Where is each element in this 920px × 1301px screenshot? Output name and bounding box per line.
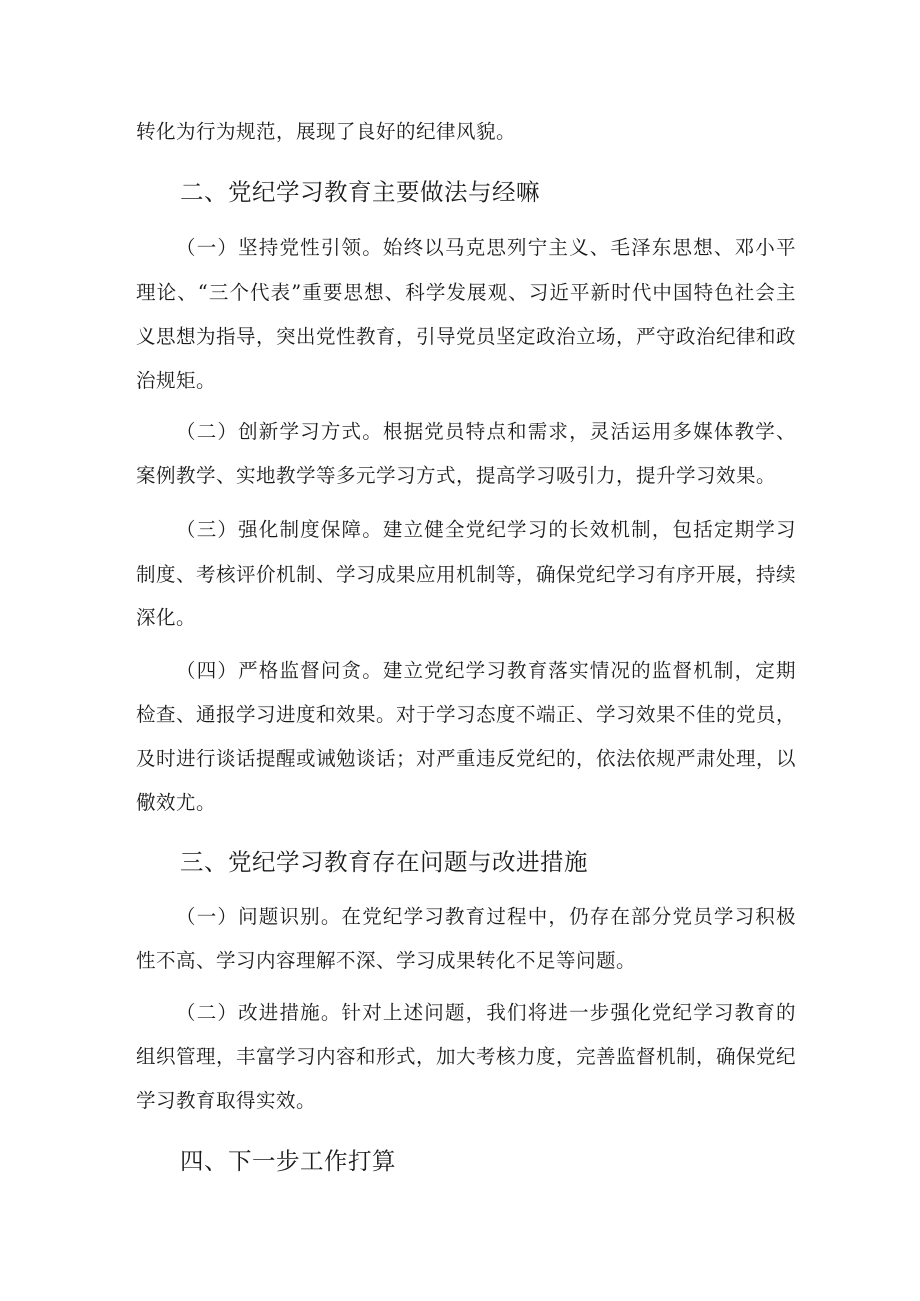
intro-line: 转化为行为规范，展现了良好的纪律风貌。 [136, 120, 517, 143]
section-2-heading: 二、党纪学习教育主要做法与经嘛 [180, 178, 540, 206]
paragraph-line: 检查、通报学习进度和效果。对于学习态度不端正、学习效果不佳的党员， [136, 703, 797, 726]
paragraph-line: 儆效尤。 [136, 791, 217, 814]
paragraph-line: （二）改进措施。针对上述问题，我们将进一步强化党纪学习教育的 [176, 1001, 796, 1024]
paragraph-line: 及时进行谈话提醒或诫勉谈话；对严重违反党纪的，依法依规严肃处理，以 [136, 747, 797, 770]
paragraph-line: 案例教学、实地教学等多元学习方式，提高学习吸引力，提升学习效果。 [136, 464, 777, 487]
paragraph-line: （二）创新学习方式。根据党员特点和需求，灵活运用多媒体教学、 [176, 420, 796, 443]
paragraph-line: 理论、“三个代表”重要思想、科学发展观、习近平新时代中国特色社会主 [136, 281, 796, 304]
paragraph-line: （一）坚持党性引领。始终以马克思列宁主义、毛泽东思想、邓小平 [176, 236, 796, 259]
paragraph-line: 治规矩。 [136, 369, 217, 392]
paragraph-line: 义思想为指导，突出党性教育，引导党员坚定政治立场，严守政治纪律和政 [136, 325, 797, 348]
section-3-heading: 三、党纪学习教育存在问题与改进措施 [180, 848, 588, 876]
paragraph-line: （一）问题识别。在党纪学习教育过程中，仍存在部分党员学习积极 [176, 905, 796, 928]
paragraph-line: 学习教育取得实效。 [136, 1089, 317, 1112]
paragraph-line: （四）严格监督问贪。建立党纪学习教育落实情况的监督机制，定期 [176, 659, 796, 682]
paragraph-line: （三）强化制度保障。建立健全党纪学习的长效机制，包括定期学习 [176, 518, 796, 541]
paragraph-line: 性不高、学习内容理解不深、学习成果转化不足等问题。 [136, 949, 637, 972]
paragraph-line: 深化。 [136, 606, 197, 629]
paragraph-line: 制度、考核评价机制、学习成果应用机制等，确保党纪学习有序开展，持续 [136, 563, 797, 586]
paragraph-line: 组织管理，丰富学习内容和形式，加大考核力度，完善监督机制，确保党纪 [136, 1045, 797, 1068]
section-4-heading: 四、下一步工作打算 [180, 1147, 396, 1175]
